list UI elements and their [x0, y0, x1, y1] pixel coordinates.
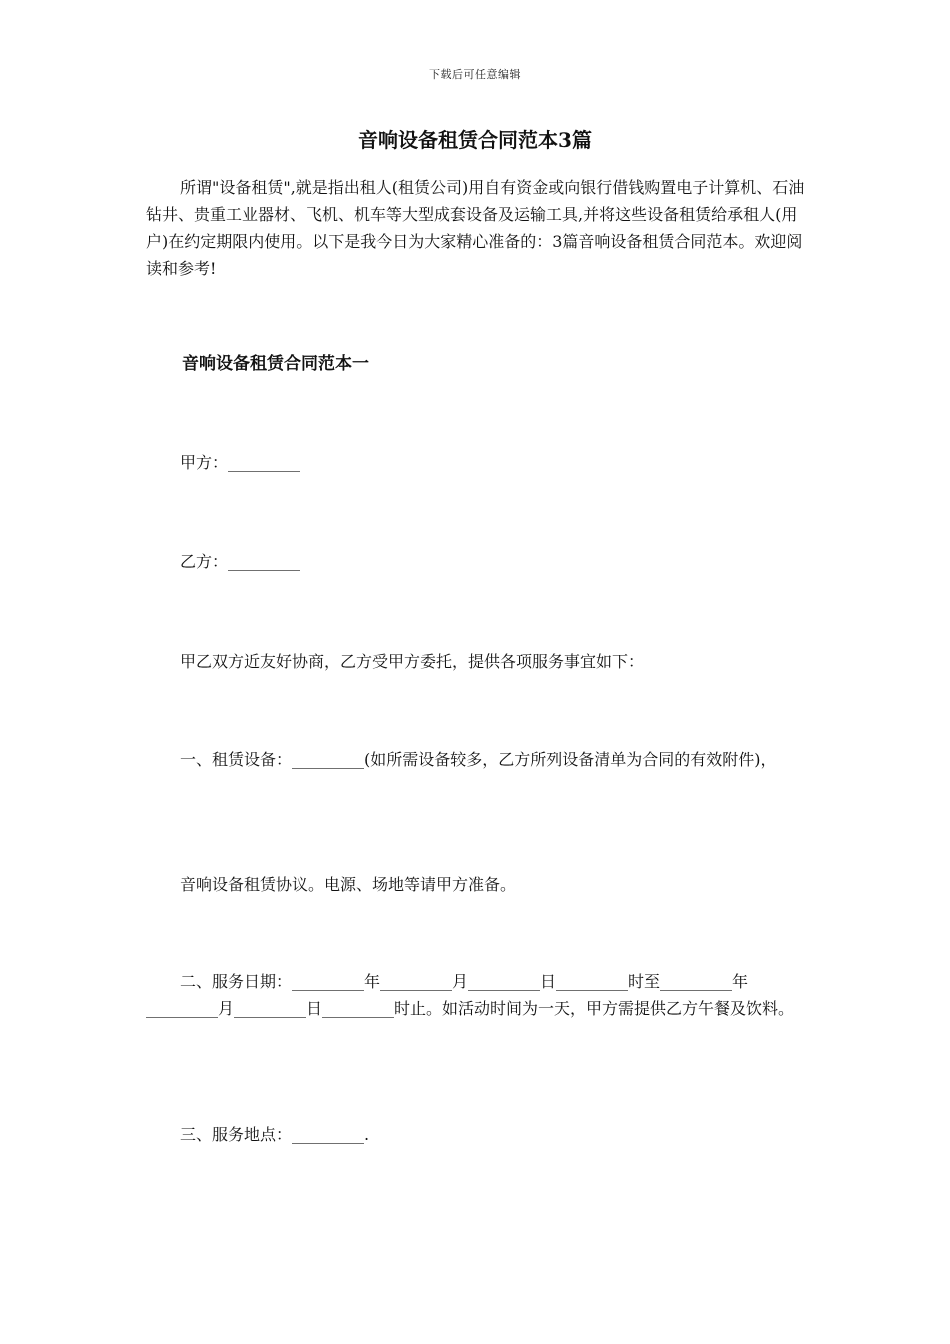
party-b-line: 乙方：_________	[180, 552, 301, 571]
clause-1-paragraph: 一、租赁设备：_________(如所需设备较多，乙方所列设备清单为合同的有效附件)，	[180, 750, 777, 769]
party-a-line: 甲方：_________	[180, 453, 301, 472]
clause-1-note-paragraph: 音响设备租赁协议。电源、场地等请甲方准备。	[180, 875, 517, 894]
header-note: 下载后可任意编辑	[429, 68, 521, 81]
section-heading: 音响设备租赁合同范本一	[182, 354, 369, 374]
clause-3-paragraph: 三、服务地点：_________.	[180, 1125, 370, 1144]
intro-paragraph: 所谓"设备租赁",就是指出租人(租赁公司)用自有资金或向银行借钱购置电子计算机、石油钻井、贵重工业器材、飞机、机车等大型成套设备及运输工具,并将这些设备租赁给承租人(用户)在约定期限内使用。以下是我今日为大家精心准备的：3篇音响设备租赁合同范本。欢迎阅读和参考!	[146, 178, 805, 278]
document-title: 音响设备租赁合同范本3篇	[358, 128, 592, 152]
agreement-paragraph: 甲乙双方近友好协商，乙方受甲方委托，提供各项服务事宜如下：	[180, 652, 645, 671]
clause-2-paragraph: 二、服务日期：_________年_________月_________日_________时至_________年_________月_________日_________时止。如活动时间为一天，甲方需提供乙方午餐及饮料。	[146, 972, 795, 1018]
